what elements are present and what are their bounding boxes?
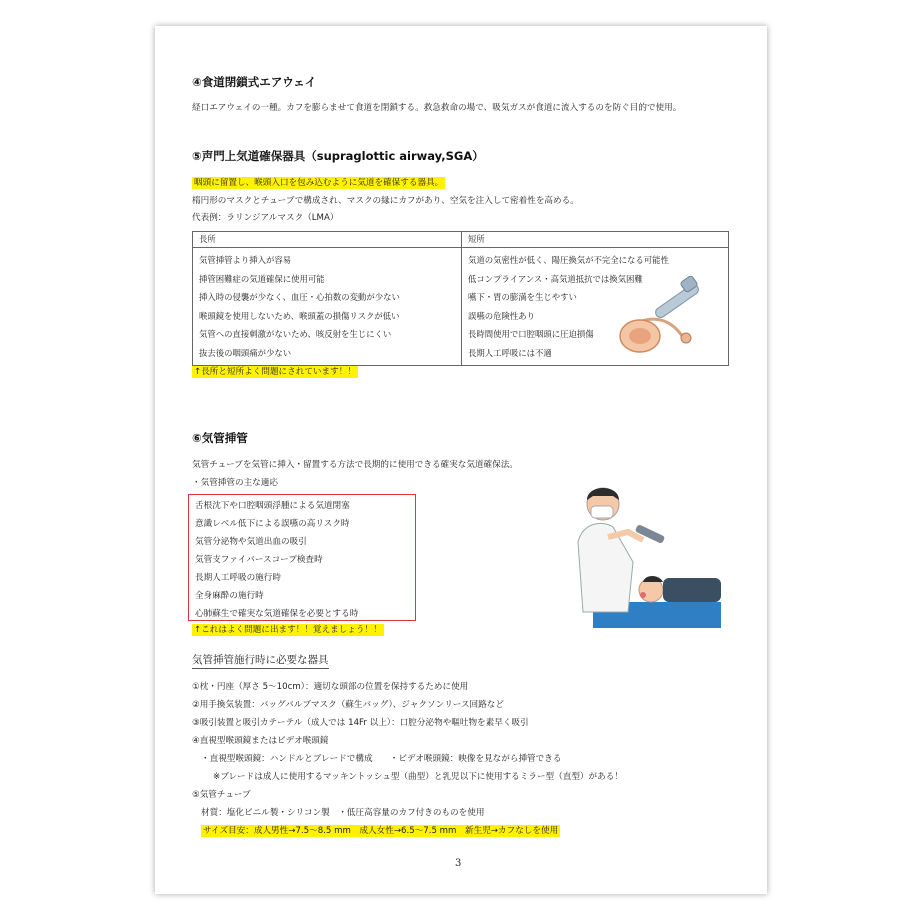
indication-item: 全身麻酔の施行時 (195, 591, 264, 601)
indication-item: 気管分泌物や気道出血の吸引 (195, 537, 307, 547)
equipment-item: ⑤気管チューブ (192, 790, 251, 800)
pros-item: 抜去後の咽頭痛が少ない (199, 347, 292, 358)
equipment-item: ※ブレードは成人に使用するマッキントッシュ型（曲型）と乳児以下に使用するミラー型（直型）がある！ (213, 772, 623, 782)
section5-note: ↑長所と短所よく問題にされています！！ (194, 367, 356, 377)
indications-box (188, 494, 416, 621)
intubation-illustration (573, 482, 723, 630)
section5-line3: 代表例：ラリンジアルマスク（LMA） (192, 213, 339, 223)
indication-item: 心肺蘇生で確実な気道確保を必要とする時 (195, 609, 359, 619)
equipment-item: ②用手換気装置：バッグバルブマスク（蘇生バッグ）、ジャクソンリース回路など (192, 700, 504, 710)
laryngeal-mask-illustration (612, 276, 712, 366)
equipment-item: ①枕・円座（厚さ 5～10cm）：適切な頭部の位置を保持するために使用 (192, 682, 469, 692)
pros-item: 挿入時の侵襲が少なく、血圧・心拍数の変動が少ない (199, 292, 400, 302)
document-page (155, 26, 767, 894)
cons-item: 気道の気密性が低く、陽圧換気が不完全になる可能性 (468, 255, 669, 265)
indication-item: 長期人工呼吸の施行時 (195, 573, 281, 583)
indication-item: 舌根沈下や口腔咽頭浮腫による気道閉塞 (195, 501, 350, 511)
section4-text: 経口エアウェイの一種。カフを膨らませて食道を閉鎖する。救急救命の場で、吸気ガスが食道に流入するのを防ぐ目的で使用。 (192, 103, 682, 113)
cons-item: 長期人工呼吸には不適 (468, 347, 552, 358)
section6-heading: ⑥気管挿管 (192, 431, 248, 445)
equipment-item: ④直視型喉頭鏡またはビデオ喉頭鏡 (192, 736, 329, 746)
section5-highlight: 咽頭に留置し、喉頭入口を包み込むように気道を確保する器具。 (194, 178, 444, 188)
section4-heading: ④食道閉鎖式エアウェイ (192, 75, 317, 89)
table-header-cons: 短所 (462, 232, 729, 248)
section6-sub: ・気管挿管の主な適応 (192, 478, 278, 488)
pros-cons-table (192, 231, 729, 366)
pros-item: 挿管困難症の気道確保に使用可能 (199, 273, 325, 284)
table-header-pros: 長所 (193, 232, 462, 248)
equipment-item: ③吸引装置と吸引カテーテル（成人では 14Fr 以上）：口腔分泌物や嘔吐物を素早く吸引 (192, 718, 529, 728)
cons-item: 誤嚥の危険性あり (468, 310, 535, 321)
pros-item: 喉頭鏡を使用しないため、喉頭蓋の損傷リスクが低い (199, 310, 400, 321)
page-number: 3 (455, 858, 462, 869)
cons-item: 嚥下・胃の膨満を生じやすい (468, 292, 577, 302)
indication-item: 気管支ファイバースコープ検査時 (195, 555, 323, 565)
equipment-heading: 気管挿管施行時に必要な器具 (192, 654, 329, 669)
equipment-item: 材質：塩化ビニル製・シリコン製 ・低圧高容量のカフ付きのものを使用 (201, 808, 485, 818)
pros-cell (193, 248, 462, 366)
section5-heading: ⑤声門上気道確保器具（supraglottic airway,SGA） (192, 149, 484, 163)
cons-item: 長時間使用で口腔咽頭に圧迫損傷 (468, 329, 594, 339)
section5-line2: 楕円形のマスクとチューブで構成され、マスクの縁にカフがあり、空気を注入して密着性を高める。 (192, 196, 579, 206)
equipment-item: ・直視型喉頭鏡：ハンドルとブレードで構成 ・ビデオ喉頭鏡：映像を見ながら挿管できる (201, 754, 562, 764)
pros-item: 気管への直接刺激がないため、咳反射を生じにくい (199, 329, 392, 339)
cons-item: 低コンプライアンス・高気道抵抗では換気困難 (468, 273, 643, 284)
cons-cell (462, 248, 729, 366)
section6-intro: 気管チューブを気管に挿入・留置する方法で長期的に使用できる確実な気道確保法。 (192, 460, 518, 470)
pros-item: 気管挿管より挿入が容易 (199, 255, 292, 265)
size-highlight: サイズ目安：成人男性→7.5～8.5 mm 成人女性→6.5～7.5 mm 新生児→カフなしを使用 (203, 826, 559, 836)
section6-note: ↑これはよく問題に出ます！！覚えましょう！！ (194, 625, 382, 635)
indication-item: 意識レベル低下による誤嚥の高リスク時 (195, 519, 350, 529)
